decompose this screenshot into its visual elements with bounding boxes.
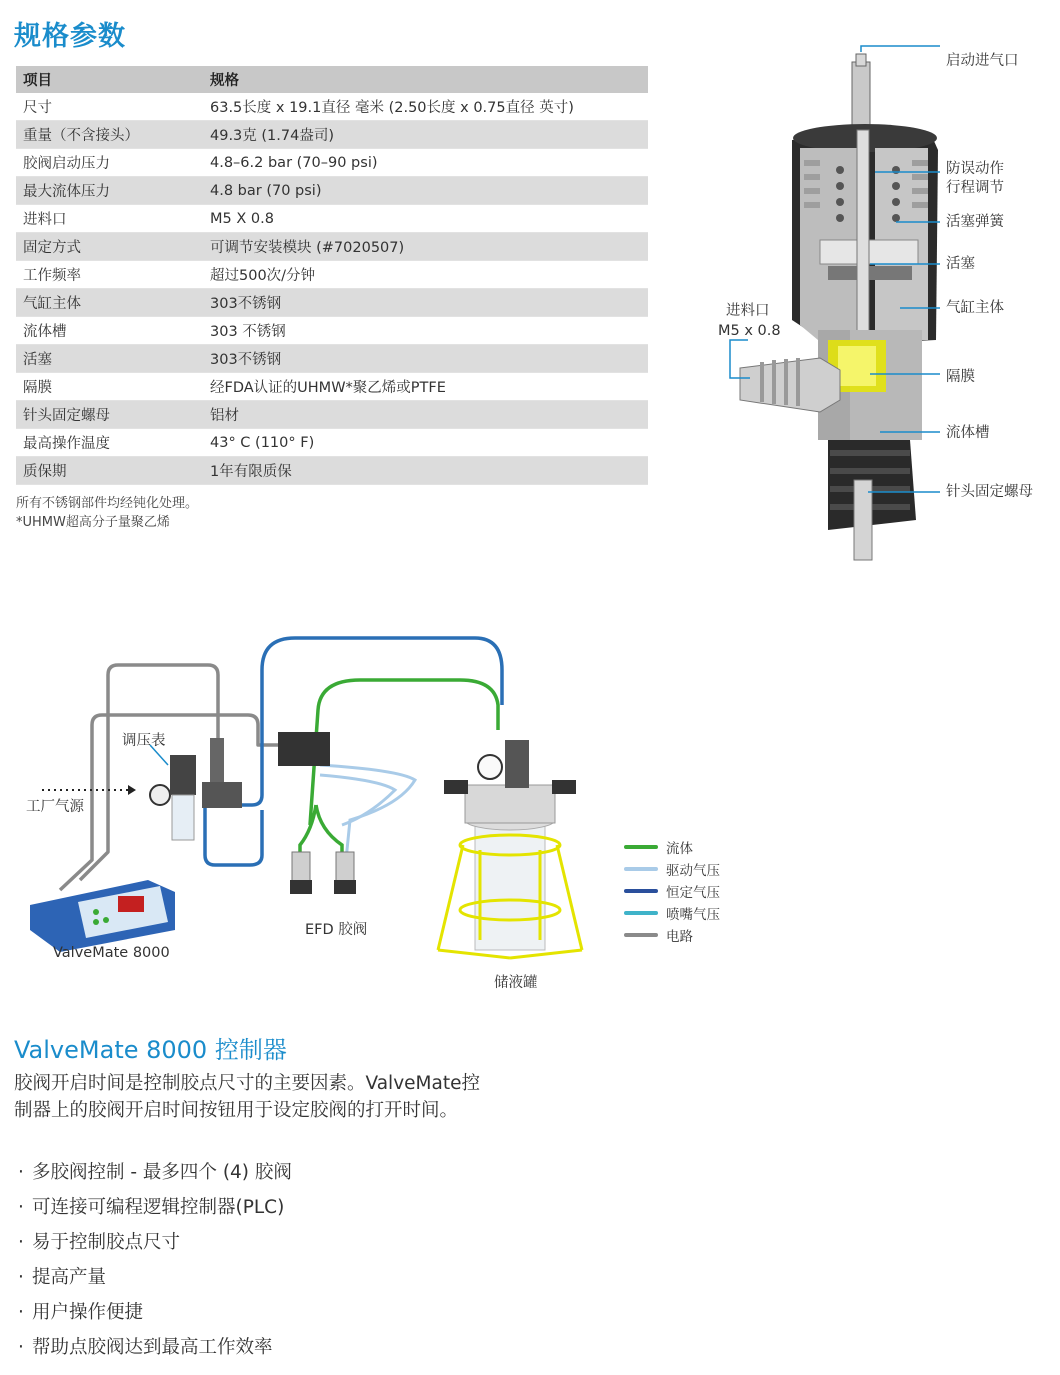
spec-item-cell: 隔膜: [16, 373, 203, 401]
label-piston: 活塞: [946, 256, 975, 272]
bullet-marker: ·: [18, 1302, 24, 1323]
legend-item: [624, 902, 720, 924]
label-feed-port-thread: M5 x 0.8: [718, 323, 781, 339]
bullet-marker: ·: [18, 1232, 24, 1253]
spec-value-cell: M5 X 0.8: [203, 205, 648, 233]
spec-value-cell: 63.5长度 x 19.1直径 毫米 (2.50长度 x 0.75直径 英寸): [203, 93, 648, 121]
table-row: [16, 429, 648, 457]
spec-item-cell: 最高操作温度: [16, 429, 203, 457]
label-controller: ValveMate 8000: [53, 945, 170, 961]
spec-item-cell: 尺寸: [16, 93, 203, 121]
table-row: [16, 205, 648, 233]
legend-label: 电路: [666, 929, 693, 945]
section-heading: ValveMate 8000 控制器: [14, 1036, 287, 1064]
legend-swatch: [624, 911, 658, 915]
label-cylinder-body: 气缸主体: [946, 300, 1004, 316]
table-row: [16, 149, 648, 177]
spec-item-cell: 工作频率: [16, 261, 203, 289]
bullet-text: 提高产量: [32, 1267, 107, 1288]
section-paragraph: 胶阀开启时间是控制胶点尺寸的主要因素。ValveMate控制器上的胶阀开启时间按钮用于设定胶阀的打开时间。: [14, 1073, 480, 1121]
label-stroke-adjust-2: 行程调节: [946, 180, 1004, 196]
spec-value-cell: 303 不锈钢: [203, 317, 648, 345]
label-stroke-adjust-1: 防误动作: [946, 161, 1004, 177]
label-factory-air: 工厂气源: [26, 799, 84, 815]
spec-item-cell: 胶阀启动压力: [16, 149, 203, 177]
spec-value-cell: 4.8–6.2 bar (70–90 psi): [203, 149, 648, 177]
spec-item-cell: 重量（不含接头）: [16, 121, 203, 149]
list-item: [14, 1228, 292, 1263]
bullet-text: 多胶阀控制 - 最多四个 (4) 胶阀: [32, 1162, 292, 1183]
note-uhmw: *UHMW超高分子量聚乙烯: [16, 515, 170, 530]
legend-item: [624, 924, 693, 946]
header-spec: 规格: [203, 66, 648, 93]
list-item: [14, 1333, 292, 1368]
spec-value-cell: 49.3克 (1.74盎司): [203, 121, 648, 149]
header-item: 项目: [16, 66, 203, 93]
spec-value-cell: 43° C (110° F): [203, 429, 648, 457]
list-item: [14, 1298, 292, 1333]
table-row: [16, 121, 648, 149]
page-title: 规格参数: [14, 21, 126, 52]
legend-swatch: [624, 845, 658, 849]
spec-item-cell: 质保期: [16, 457, 203, 485]
bullet-text: 可连接可编程逻辑控制器(PLC): [32, 1197, 285, 1218]
legend-item: [624, 880, 720, 902]
label-gauge: 调压表: [122, 733, 166, 749]
table-row: [16, 177, 648, 205]
spec-value-cell: 4.8 bar (70 psi): [203, 177, 648, 205]
table-row: [16, 93, 648, 121]
legend-swatch: [624, 867, 658, 871]
table-row: [16, 457, 648, 485]
label-piston-spring: 活塞弹簧: [946, 214, 1004, 230]
table-row: [16, 289, 648, 317]
spec-value-cell: 可调节安装模块 (#7020507): [203, 233, 648, 261]
list-item: [14, 1263, 292, 1298]
bullet-text: 易于控制胶点尺寸: [32, 1232, 181, 1253]
legend-swatch: [624, 933, 658, 937]
spec-item-cell: 最大流体压力: [16, 177, 203, 205]
table-notes: [16, 494, 198, 532]
table-row: [16, 401, 648, 429]
note-passivation: 所有不锈钢部件均经钝化处理。: [16, 496, 199, 511]
spec-item-cell: 活塞: [16, 345, 203, 373]
spec-item-cell: 流体槽: [16, 317, 203, 345]
feature-list: [14, 1158, 292, 1368]
legend-label: 流体: [666, 841, 693, 857]
spec-item-cell: 针头固定螺母: [16, 401, 203, 429]
spec-item-cell: 固定方式: [16, 233, 203, 261]
legend-item: [624, 836, 693, 858]
label-feed-port: 进料口: [726, 303, 770, 319]
legend-label: 恒定气压: [666, 885, 720, 901]
list-item: [14, 1193, 292, 1228]
spec-value-cell: 超过500次/分钟: [203, 261, 648, 289]
legend-label: 喷嘴气压: [666, 907, 720, 923]
bullet-marker: ·: [18, 1162, 24, 1183]
label-diaphragm: 隔膜: [946, 369, 975, 385]
label-valves: EFD 胶阀: [305, 922, 368, 938]
table-row: [16, 373, 648, 401]
spec-table: [16, 66, 648, 485]
label-reservoir: 储液罐: [494, 975, 538, 991]
spec-item-cell: 进料口: [16, 205, 203, 233]
spec-value-cell: 铝材: [203, 401, 648, 429]
legend-label: 驱动气压: [666, 863, 720, 879]
spec-value-cell: 经FDA认证的UHMW*聚乙烯或PTFE: [203, 373, 648, 401]
table-row: [16, 261, 648, 289]
table-row: [16, 345, 648, 373]
label-air-inlet: 启动进气口: [946, 53, 1019, 69]
bullet-text: 用户操作便捷: [32, 1302, 144, 1323]
list-item: [14, 1158, 292, 1193]
spec-item-cell: 气缸主体: [16, 289, 203, 317]
bullet-text: 帮助点胶阀达到最高工作效率: [32, 1337, 273, 1358]
bullet-marker: ·: [18, 1267, 24, 1288]
legend-item: [624, 858, 720, 880]
legend-swatch: [624, 889, 658, 893]
spec-value-cell: 303不锈钢: [203, 345, 648, 373]
bullet-marker: ·: [18, 1337, 24, 1358]
spec-value-cell: 1年有限质保: [203, 457, 648, 485]
label-fluid-chamber: 流体槽: [946, 425, 990, 441]
table-row: [16, 317, 648, 345]
label-needle-nut: 针头固定螺母: [946, 484, 1033, 500]
table-header-row: [16, 66, 648, 93]
spec-value-cell: 303不锈钢: [203, 289, 648, 317]
bullet-marker: ·: [18, 1197, 24, 1218]
table-row: [16, 233, 648, 261]
